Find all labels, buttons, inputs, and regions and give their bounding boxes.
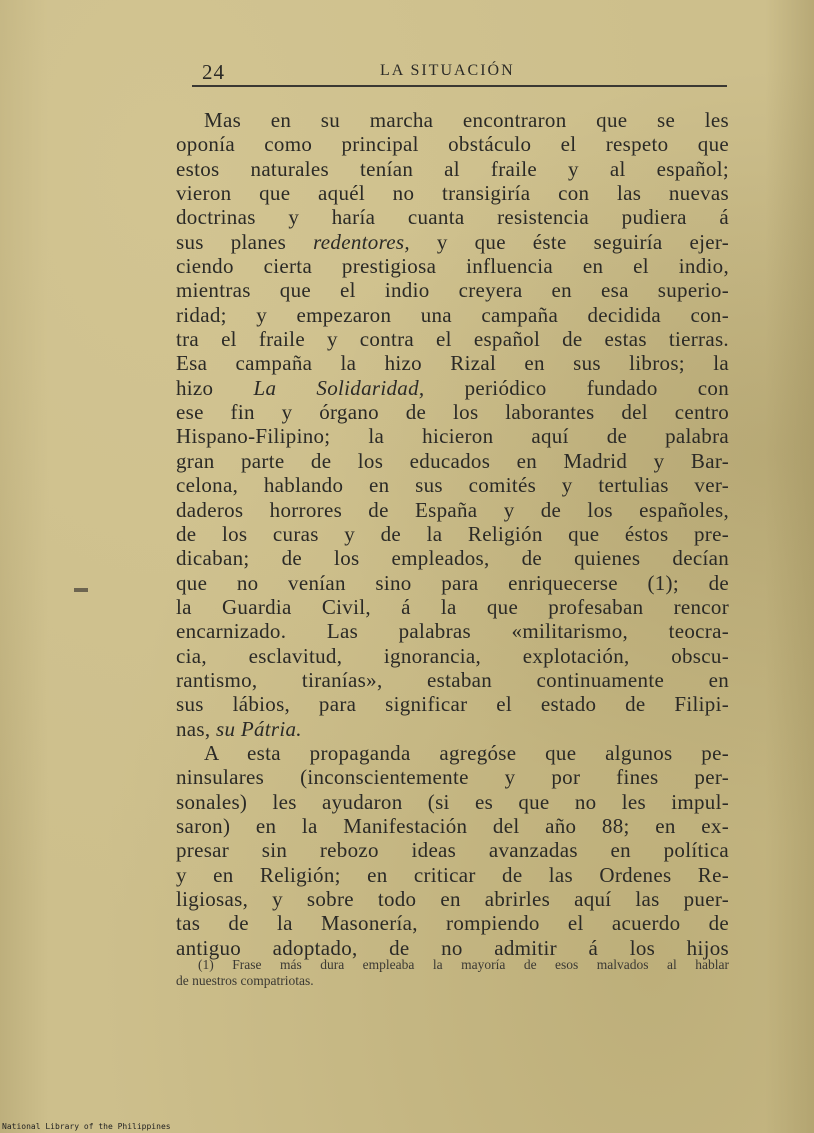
text-line: presar sin rebozo ideas avanzadas en política [176, 838, 729, 863]
text-fragment: periódico fundado con [424, 375, 730, 400]
italic-text: redentores, [313, 229, 410, 254]
italic-text: su Pátria. [216, 716, 302, 741]
text-fragment: nas, [176, 716, 216, 741]
italic-text: La Solidaridad, [253, 375, 425, 400]
footnote [176, 957, 729, 989]
margin-mark [74, 588, 88, 592]
text-line: ese fin y órgano de los laborantes del centro [176, 400, 729, 425]
text-line: sus lábios, para significar el estado de Filipi- [176, 692, 729, 717]
text-line: ligiosas, y sobre todo en abrirles aquí las puer- [176, 887, 729, 911]
footnote-line: (1) Frase más dura empleaba la mayoría de esos malvados al hablar [198, 957, 729, 972]
text-line: ciendo cierta prestigiosa influencia en el indio, [176, 254, 729, 279]
text-line: mientras que el indio creyera en esa superio- [176, 278, 729, 303]
text-line: y en Religión; en criticar de las Ordenes Re- [176, 862, 729, 887]
text-line: Hispano-Filipino; la hicieron aquí de palabra [176, 424, 729, 449]
page-number: 24 [202, 60, 225, 84]
text-line: vieron que aquél no transigiría con las nuevas [176, 181, 729, 206]
text-line: oponía como principal obstáculo el respeto que [176, 132, 729, 157]
text-line: doctrinas y haría cuanta resistencia pudiera á [176, 205, 729, 230]
text-line: rantismo, tiranías», estaban continuamente en [176, 667, 729, 692]
text-fragment: sus planes [176, 229, 314, 254]
text-line: antiguo adoptado, de no admitir á los hijos [176, 935, 729, 960]
body-text [176, 108, 729, 960]
text-line: dicaban; de los empleados, de quienes decían [176, 546, 729, 571]
text-line: encarnizado. Las palabras «militarismo, teocra- [176, 619, 729, 644]
text-fragment: y que éste seguiría ejer- [409, 229, 729, 254]
text-fragment: hizo [176, 375, 254, 400]
text-line: tra el fraile y contra el español de estas tierras. [176, 327, 729, 352]
page-header [184, 58, 728, 86]
text-line: A esta propaganda agregóse que algunos pe- [204, 740, 729, 765]
text-line: ninsulares (inconscientemente y por fines per- [176, 765, 729, 790]
running-head: LA SITUACIÓN [380, 62, 515, 79]
text-line: Mas en su marcha encontraron que se les [204, 108, 729, 132]
text-line: cia, esclavitud, ignorancia, explotación, obscu- [176, 643, 729, 668]
footnote-line: de nuestros compatriotas. [176, 973, 314, 988]
text-line: ridad; y empezaron una campaña decidida con- [176, 302, 729, 327]
text-line: Esa campaña la hizo Rizal en sus libros; la [176, 351, 729, 376]
text-line: daderos horrores de España y de los españoles, [176, 497, 729, 522]
text-line [176, 717, 729, 741]
library-credit: National Library of the Philippines [2, 1122, 171, 1131]
text-line: gran parte de los educados en Madrid y Bar- [176, 448, 729, 473]
text-line: la Guardia Civil, á la que profesaban rencor [176, 594, 729, 619]
text-line: saron) en la Manifestación del año 88; en ex- [176, 813, 729, 838]
text-line: tas de la Masonería, rompiendo el acuerdo de [176, 911, 729, 936]
text-line [176, 376, 729, 400]
text-line: sonales) les ayudaron (si es que no les impul- [176, 789, 729, 814]
text-line [176, 230, 729, 254]
text-line: celona, hablando en sus comités y tertulias ver- [176, 473, 729, 498]
text-line: de los curas y de la Religión que éstos pre- [176, 521, 729, 546]
text-line: que no venían sino para enriquecerse (1); de [176, 570, 729, 595]
text-line: estos naturales tenían al fraile y al español; [176, 156, 729, 181]
header-rule [192, 85, 727, 87]
